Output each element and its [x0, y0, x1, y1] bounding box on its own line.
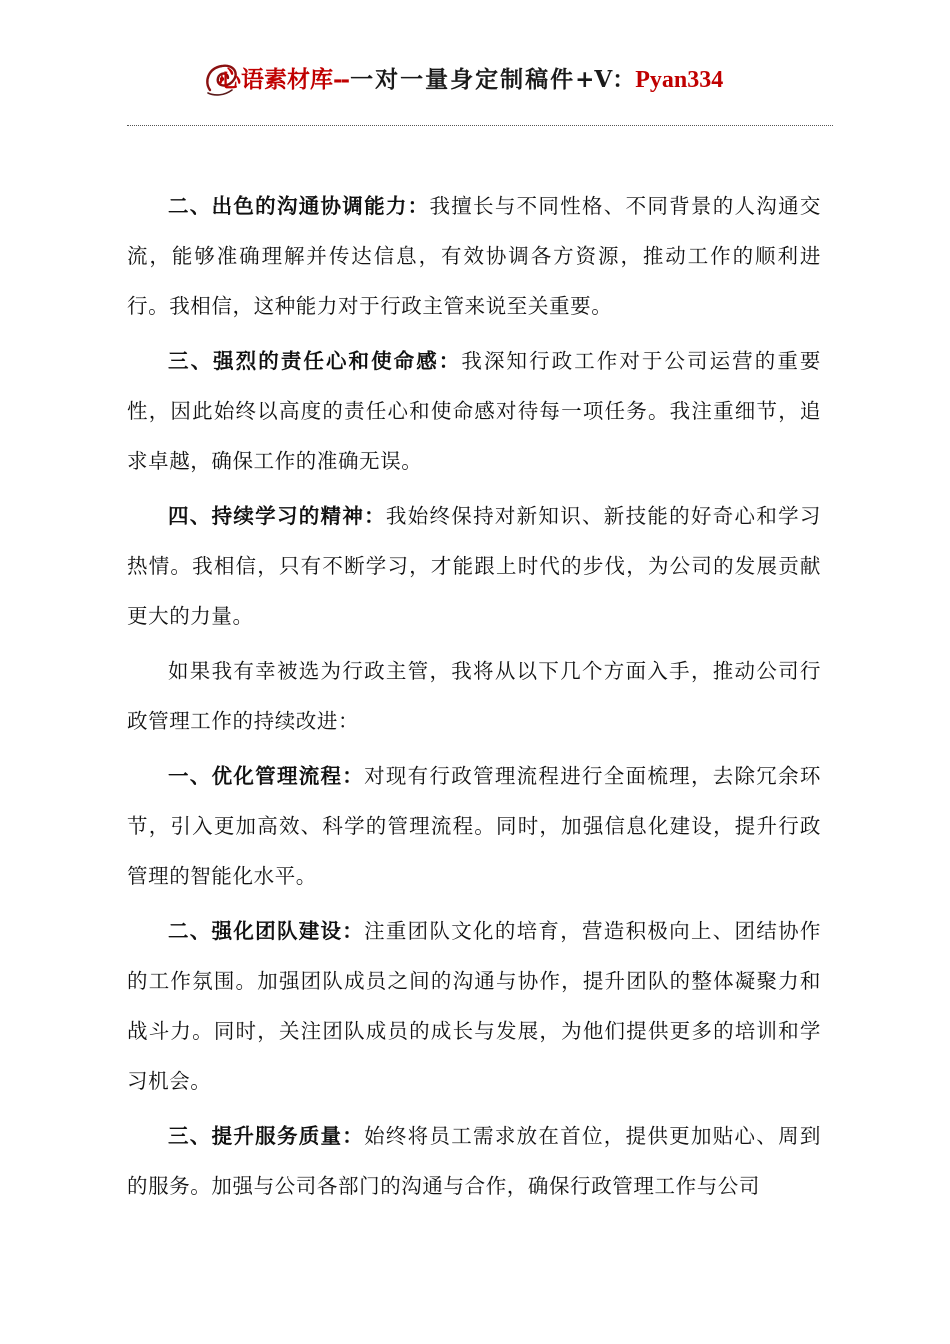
paragraph: [127, 336, 821, 486]
paragraph-text: 始终将员工需求放在首位，提供更加贴心、周到的服务。加强与公司各部门的沟通与合作，确保行政管理工作与公司: [127, 1124, 821, 1198]
paragraph-heading: 一、优化管理流程：: [168, 764, 365, 788]
header-slogan: 一对一量身定制稿件: [350, 66, 576, 93]
document-body: [127, 181, 821, 1216]
paragraph-heading: 三、强烈的责任心和使命感：: [168, 349, 462, 373]
paragraph-text: 如果我有幸被选为行政主管，我将从以下几个方面入手，推动公司行政管理工作的持续改进：: [127, 659, 821, 733]
page-header: [0, 58, 950, 102]
paragraph-heading: 二、出色的沟通协调能力：: [168, 194, 430, 218]
paragraph-text: 我深知行政工作对于公司运营的重要性，因此始终以高度的责任心和使命感对待每一项任务。我注重细节，追求卓越，确保工作的准确无误。: [127, 349, 821, 473]
paragraph: [127, 491, 821, 641]
brand-name: 心语素材库: [218, 66, 333, 93]
paragraph: [127, 646, 821, 746]
paragraph-text: 我擅长与不同性格、不同背景的人沟通交流，能够准确理解并传达信息，有效协调各方资源，推动工作的顺利进行。我相信，这种能力对于行政主管来说至关重要。: [127, 194, 821, 318]
header-divider: [127, 125, 833, 126]
paragraph-text: 对现有行政管理流程进行全面梳理，去除冗余环节，引入更加高效、科学的管理流程。同时，加强信息化建设，提升行政管理的智能化水平。: [127, 764, 821, 888]
paragraph: [127, 181, 821, 331]
paragraph: [127, 751, 821, 901]
paragraph-text: 我始终保持对新知识、新技能的好奇心和学习热情。我相信，只有不断学习，才能跟上时代的步伐，为公司的发展贡献更大的力量。: [127, 504, 822, 628]
brand-separator: --: [333, 66, 349, 93]
header-title: [218, 64, 723, 96]
contact-id: Pyan334: [635, 67, 724, 93]
paragraph-heading: 二、强化团队建设：: [168, 919, 365, 943]
paragraph-heading: 三、提升服务质量：: [168, 1124, 365, 1148]
paragraph: [127, 906, 821, 1106]
paragraph-text: 注重团队文化的培育，营造积极向上、团结协作的工作氛围。加强团队成员之间的沟通与协作，提升团队的整体凝聚力和战斗力。同时，关注团队成员的成长与发展，为他们提供更多的培训和学习机会。: [127, 919, 821, 1093]
paragraph: [127, 1111, 821, 1211]
contact-label: +V：: [575, 66, 636, 93]
paragraph-heading: 四、持续学习的精神：: [168, 504, 386, 528]
